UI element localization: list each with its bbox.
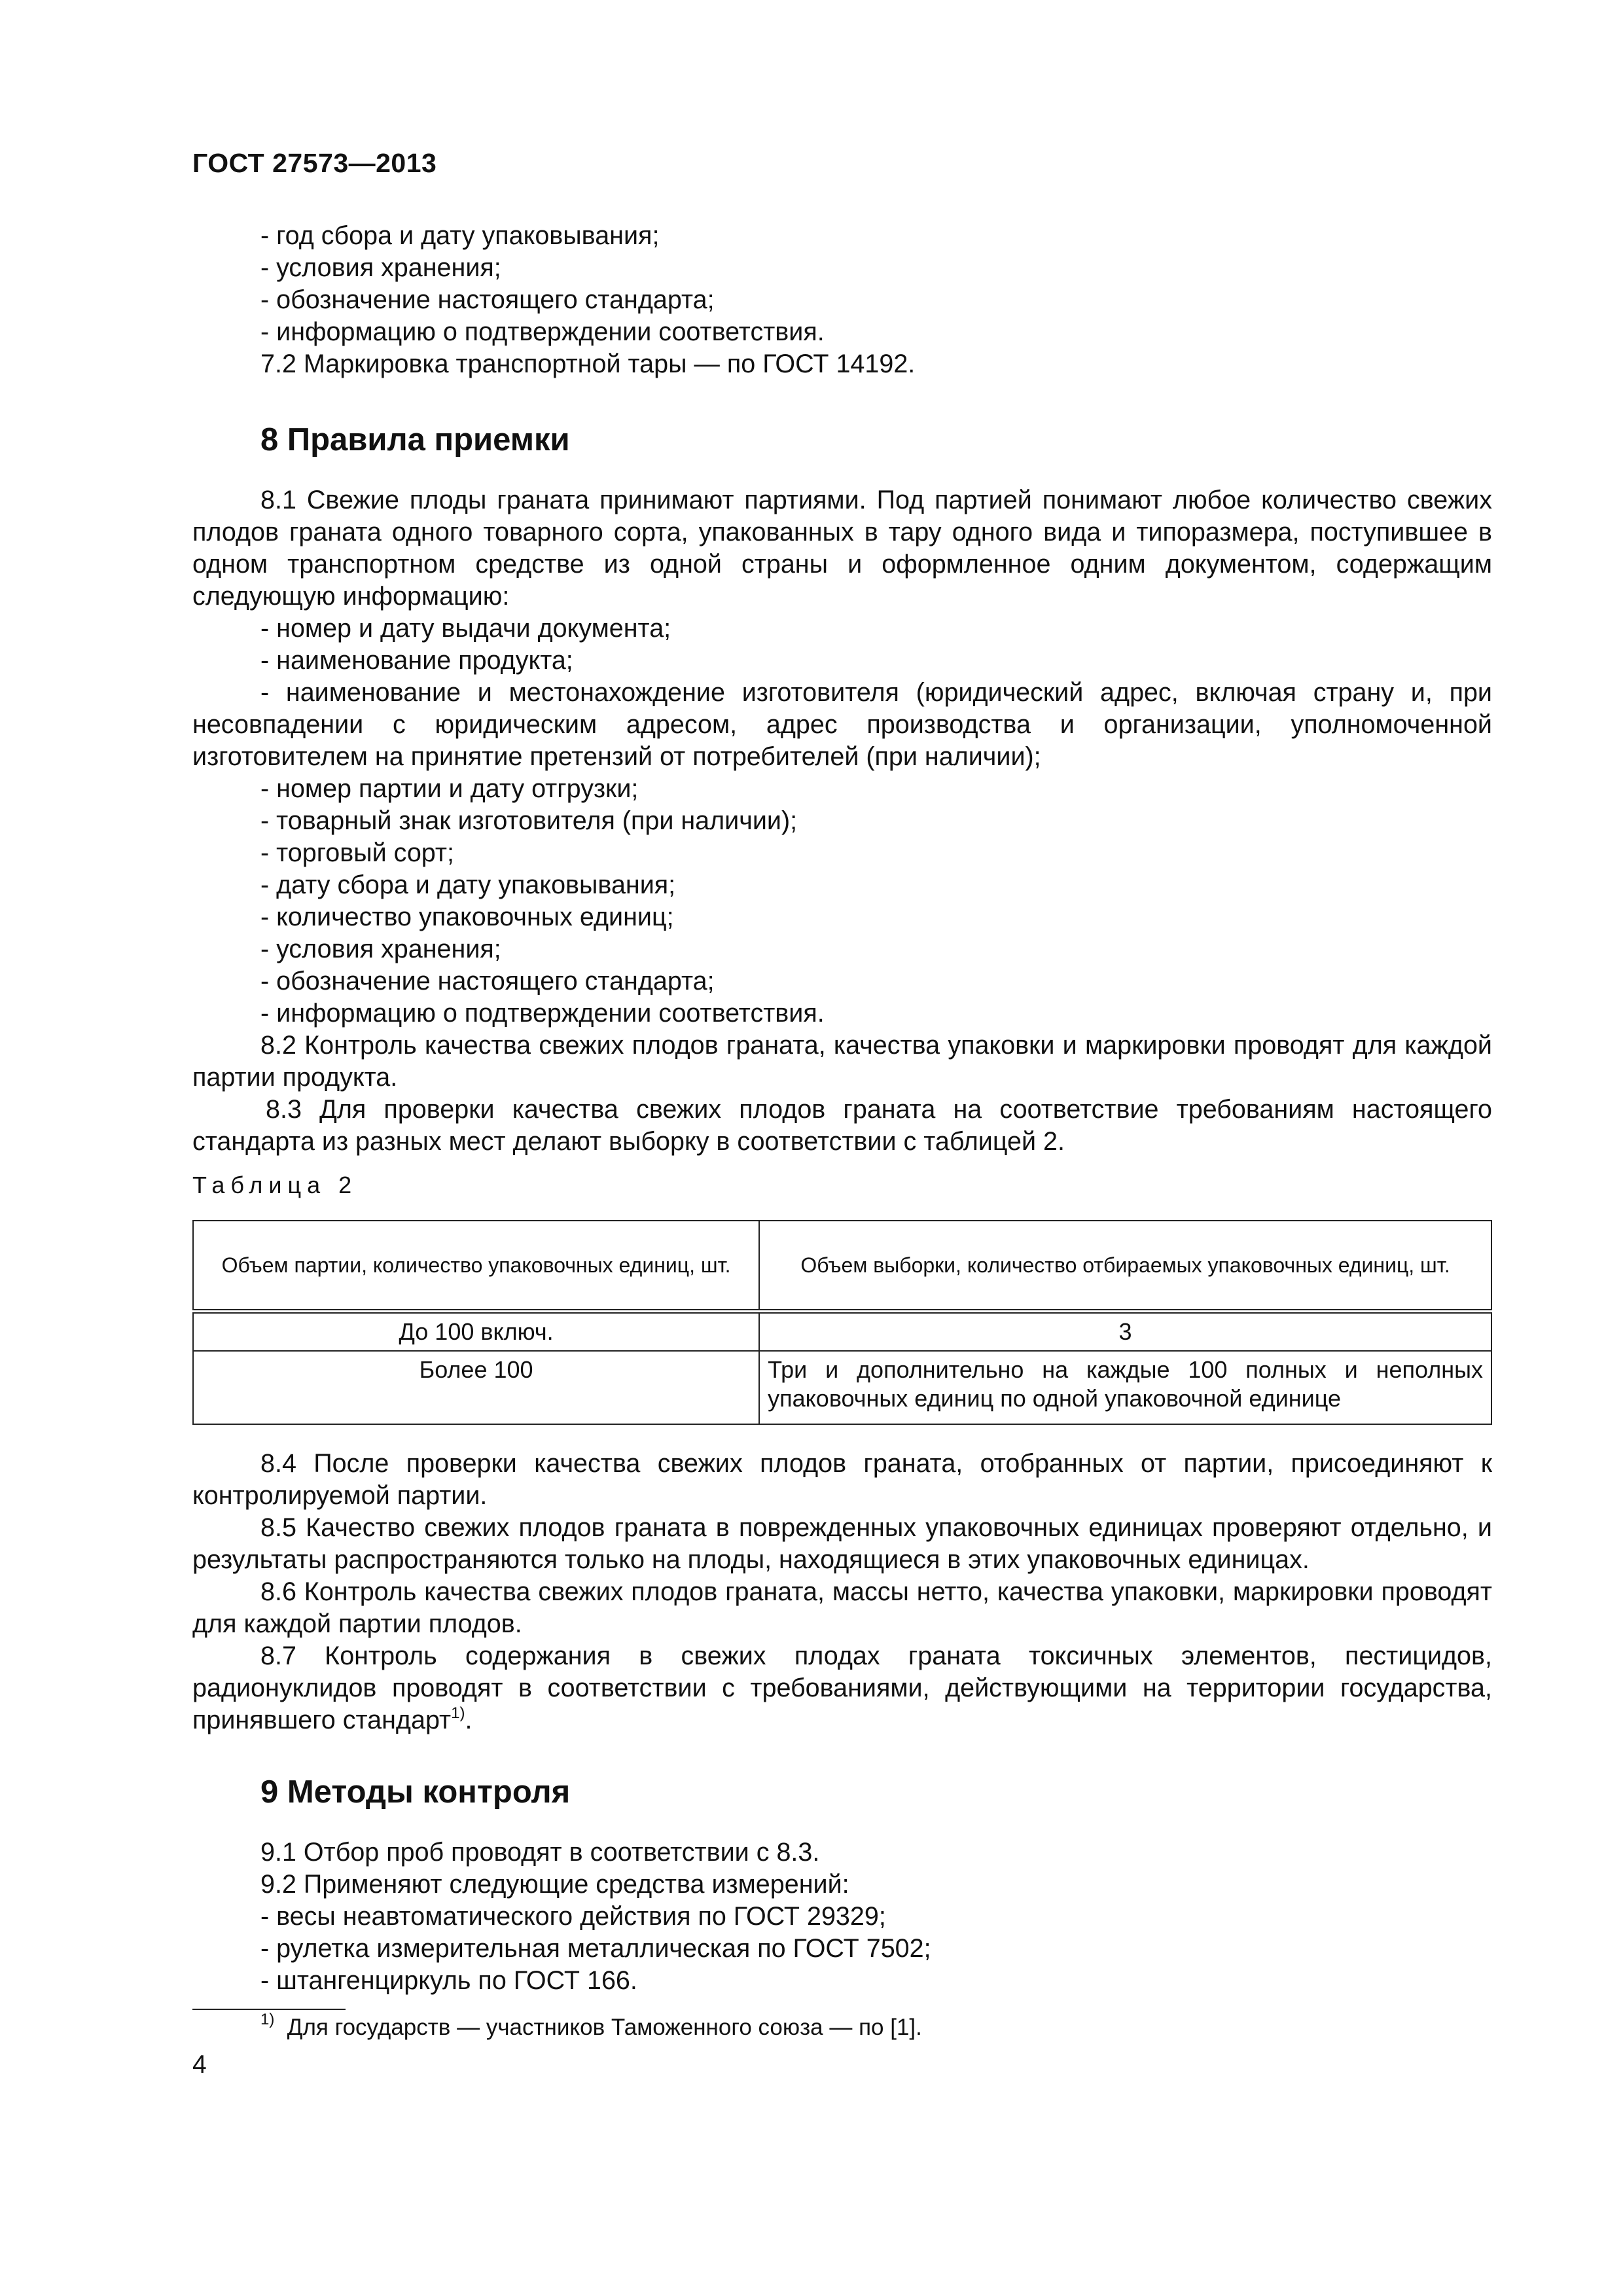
clause-8-7 bbox=[192, 1640, 1492, 1736]
list-item: - условия хранения; bbox=[260, 935, 501, 963]
clause-9-2: 9.2 Применяют следующие средства измерений: bbox=[260, 1870, 849, 1899]
list-item: - условия хранения; bbox=[260, 253, 501, 282]
clause-8-4: 8.4 После проверки качества свежих плодов граната, отобранных от партии, присоединяют к контролируемой партии. bbox=[192, 1449, 1492, 1510]
list-item: - номер партии и дату отгрузки; bbox=[260, 774, 639, 803]
footnote bbox=[260, 2011, 922, 2041]
clause-8-5: 8.5 Качество свежих плодов граната в поврежденных упаковочных единицах проверяют отдельно, и результаты распространяются только на плоды, находящиеся в этих упаковочных единицах. bbox=[192, 1513, 1492, 1574]
section-8-body bbox=[192, 484, 1492, 1158]
list-item: - товарный знак изготовителя (при наличии); bbox=[260, 806, 798, 835]
clause-8-2: 8.2 Контроль качества свежих плодов граната, качества упаковки и маркировки проводят для каждой партии продукта. bbox=[192, 1031, 1492, 1092]
list-item: - номер и дату выдачи документа; bbox=[260, 614, 671, 643]
clause-9-1: 9.1 Отбор проб проводят в соответствии с 8.3. bbox=[260, 1838, 820, 1867]
table-cell: Три и дополнительно на каждые 100 полных и неполных упаковочных единиц по одной упаковочной единице bbox=[759, 1351, 1491, 1424]
sampling-table bbox=[192, 1220, 1492, 1425]
table-cell: 3 bbox=[759, 1312, 1491, 1352]
list-item: - информацию о подтверждении соответствия. bbox=[260, 317, 825, 346]
section-8-body-continued bbox=[192, 1448, 1492, 1736]
table-header-cell: Объем выборки, количество отбираемых упаковочных единиц, шт. bbox=[759, 1221, 1491, 1312]
list-item: - год сбора и дату упаковывания; bbox=[260, 221, 660, 250]
clause-8-1: 8.1 Свежие плоды граната принимают партиями. Под партией понимают любое количество свежих плодов граната одного товарного сорта, упакованных в тару одного вида и типоразмера, поступившее в одном транспортном средстве из одной страны и оформленное одним документом, содержащим следующую информацию: bbox=[192, 486, 1492, 611]
clause-8-3: 8.3 Для проверки качества свежих плодов граната на соответствие требованиям настоящего стандарта из разных мест делают выборку в соответствии с таблицей 2. bbox=[192, 1095, 1492, 1156]
list-item: - информацию о подтверждении соответствия. bbox=[260, 999, 825, 1028]
table-caption: Таблица 2 bbox=[192, 1172, 358, 1198]
table-cell: Более 100 bbox=[193, 1351, 759, 1424]
footnote-reference[interactable]: 1) bbox=[451, 1704, 465, 1722]
table-row bbox=[193, 1312, 1491, 1352]
clause-8-7-end: . bbox=[465, 1706, 473, 1734]
clause-8-7-text: 8.7 Контроль содержания в свежих плодах граната токсичных элементов, пестицидов, радионуклидов проводят в соответствии с требованиями, действующими на территории государства, принявшего стандарт bbox=[192, 1641, 1492, 1734]
footnote-text: Для государств — участников Таможенного союза — по [1]. bbox=[287, 2015, 922, 2040]
table-header-cell: Объем партии, количество упаковочных единиц, шт. bbox=[193, 1221, 759, 1312]
list-item: - рулетка измерительная металлическая по ГОСТ 7502; bbox=[260, 1934, 931, 1963]
section-9-body bbox=[192, 1837, 1492, 1997]
list-item: - весы неавтоматического действия по ГОСТ 29329; bbox=[260, 1902, 886, 1931]
page-number: 4 bbox=[192, 2051, 207, 2079]
top-list bbox=[192, 220, 1492, 380]
section-8-heading: 8 Правила приемки bbox=[260, 422, 570, 457]
list-item: - количество упаковочных единиц; bbox=[260, 903, 674, 931]
list-item: - наименование и местонахождение изготовителя (юридический адрес, включая страну и, при несовпадении с юридическим адресом, адрес производства и организации, уполномоченной изготовителем на принятие претензий от потребителей (при наличии); bbox=[192, 678, 1492, 771]
footnote-divider bbox=[192, 2009, 346, 2010]
list-item: - штангенциркуль по ГОСТ 166. bbox=[260, 1966, 637, 1995]
section-9-heading: 9 Методы контроля bbox=[260, 1774, 571, 1810]
footnote-marker: 1) bbox=[260, 2011, 275, 2028]
clause-8-6: 8.6 Контроль качества свежих плодов граната, массы нетто, качества упаковки, маркировки проводят для каждой партии плодов. bbox=[192, 1577, 1492, 1638]
list-item: - торговый сорт; bbox=[260, 838, 454, 867]
list-item: - наименование продукта; bbox=[260, 646, 573, 675]
table-cell: До 100 включ. bbox=[193, 1312, 759, 1352]
document-code-header: ГОСТ 27573—2013 bbox=[192, 148, 437, 178]
table-row bbox=[193, 1351, 1491, 1424]
table-header-row bbox=[193, 1221, 1491, 1312]
list-item: - дату сбора и дату упаковывания; bbox=[260, 870, 676, 899]
list-item: - обозначение настоящего стандарта; bbox=[260, 967, 715, 996]
clause-7-2: 7.2 Маркировка транспортной тары — по ГОСТ 14192. bbox=[260, 350, 916, 378]
list-item: - обозначение настоящего стандарта; bbox=[260, 285, 715, 314]
